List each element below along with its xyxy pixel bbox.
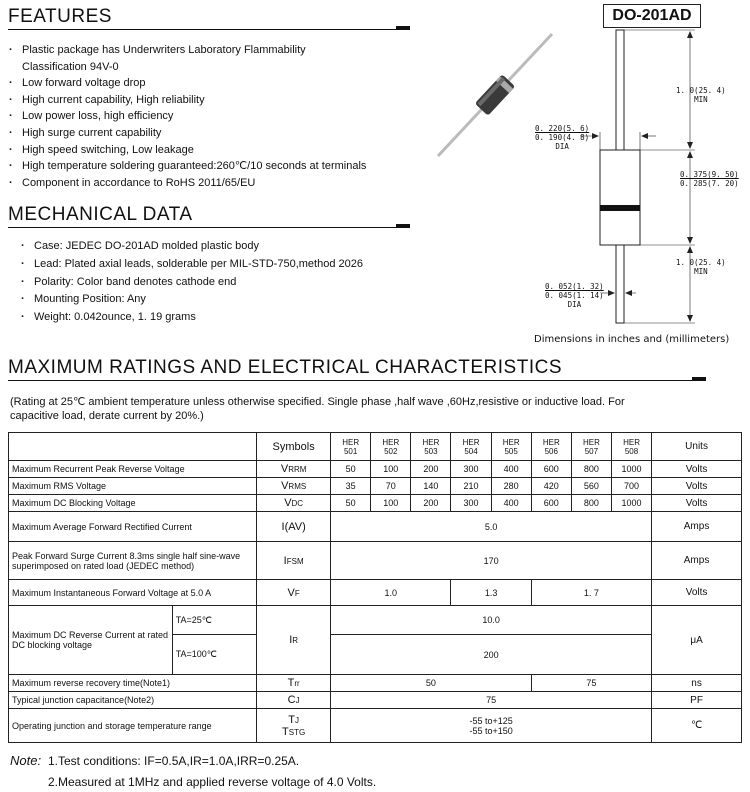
dim-body-diameter bbox=[535, 124, 589, 151]
list-item: · High temperature soldering guaranteed:260℃/10 seconds at terminals bbox=[8, 158, 366, 175]
symbol-cell: VF bbox=[257, 580, 331, 606]
list-item: · High surge current capability bbox=[8, 125, 366, 142]
unit-cell: Amps bbox=[652, 512, 742, 542]
list-item: · Component in accordance to RoHS 2011/65/EU bbox=[8, 175, 366, 192]
dim-body-length bbox=[680, 170, 739, 188]
list-item: · Weight: 0.042ounce, 1. 19 grams bbox=[20, 309, 363, 327]
param-header bbox=[9, 433, 257, 461]
value-cell: 50 bbox=[331, 675, 532, 692]
value-cell: 1000 bbox=[611, 495, 651, 512]
value-cell: 800 bbox=[571, 461, 611, 478]
symbol-cell: IR bbox=[257, 606, 331, 675]
package-name-box: DO-201AD bbox=[603, 4, 701, 28]
value-cell: 280 bbox=[491, 478, 531, 495]
ratings-heading: MAXIMUM RATINGS AND ELECTRICAL CHARACTERISTICS bbox=[8, 357, 563, 378]
value-cell: 50 bbox=[331, 461, 371, 478]
notes-label: Note: bbox=[10, 753, 42, 768]
dim-lead-diameter bbox=[545, 282, 604, 309]
value-cell: 100 bbox=[371, 461, 411, 478]
value-cell: 1.0 bbox=[331, 580, 451, 606]
mechanical-rule-tab bbox=[396, 224, 410, 228]
value-cell: 300 bbox=[451, 461, 491, 478]
mechanical-heading: MECHANICAL DATA bbox=[8, 204, 193, 225]
param-cell: Maximum Instantaneous Forward Voltage at 5.0 A bbox=[9, 580, 257, 606]
value-cell: 200 bbox=[331, 635, 652, 675]
param-cell: Maximum DC Reverse Current at rated DC blocking voltage bbox=[9, 606, 173, 675]
units-header: Units bbox=[652, 433, 742, 461]
features-rule bbox=[8, 29, 410, 30]
value-cell: 300 bbox=[451, 495, 491, 512]
symbol-cell: TJ TSTG bbox=[257, 709, 331, 743]
table-row bbox=[9, 606, 742, 635]
dim-text: 0. 375(9. 50) bbox=[680, 170, 739, 179]
part-header: HER 501 bbox=[331, 433, 371, 461]
table-row bbox=[9, 461, 742, 478]
features-rule-tab bbox=[396, 26, 410, 30]
value-cell: 35 bbox=[331, 478, 371, 495]
part-header: HER 504 bbox=[451, 433, 491, 461]
symbol-cell: VDC bbox=[257, 495, 331, 512]
list-item: · High speed switching, Low leakage bbox=[8, 142, 366, 159]
symbol-cell: I(AV) bbox=[257, 512, 331, 542]
mechanical-list bbox=[20, 238, 363, 327]
part-header: HER 506 bbox=[531, 433, 571, 461]
dim-lead-bottom bbox=[676, 258, 726, 276]
dim-lead-top bbox=[676, 86, 726, 104]
dim-text: DIA bbox=[555, 142, 569, 151]
value-cell: 140 bbox=[411, 478, 451, 495]
table-row bbox=[9, 709, 742, 743]
symbols-header: Symbols bbox=[257, 433, 331, 461]
value-cell: 400 bbox=[491, 495, 531, 512]
dim-text: 0. 045(1. 14) bbox=[545, 291, 604, 300]
dim-text: 0. 285(7. 20) bbox=[680, 179, 739, 188]
value-cell: 100 bbox=[371, 495, 411, 512]
symbol-cell: Trr bbox=[257, 675, 331, 692]
value-cell: 210 bbox=[451, 478, 491, 495]
unit-cell: Volts bbox=[652, 478, 742, 495]
value-cell: 200 bbox=[411, 461, 451, 478]
value-cell: 1. 7 bbox=[531, 580, 651, 606]
dim-text: DIA bbox=[567, 300, 582, 309]
symbol-cell: CJ bbox=[257, 692, 331, 709]
unit-cell: Volts bbox=[652, 495, 742, 512]
note-1: 1.Test conditions: IF=0.5A,IR=1.0A,IRR=0.25A. bbox=[48, 754, 300, 768]
dim-text: 0. 190(4. 8) bbox=[535, 133, 590, 142]
value-cell: 50 bbox=[331, 495, 371, 512]
features-list bbox=[8, 42, 366, 191]
part-header: HER 505 bbox=[491, 433, 531, 461]
dimensions-caption: Dimensions in inches and (millimeters) bbox=[534, 334, 730, 345]
param-cell: Maximum Average Forward Rectified Current bbox=[9, 512, 257, 542]
part-header: HER 503 bbox=[411, 433, 451, 461]
value-cell: -55 to+125 -55 to+150 bbox=[331, 709, 652, 743]
list-item: · High current capability, High reliability bbox=[8, 92, 366, 109]
note-2: 2.Measured at 1MHz and applied reverse voltage of 4.0 Volts. bbox=[48, 775, 377, 789]
list-item: Classification 94V-0 bbox=[22, 60, 119, 73]
list-item: · Polarity: Color band denotes cathode end bbox=[20, 274, 363, 292]
list-item: · Low forward voltage drop bbox=[8, 75, 366, 92]
ratings-table bbox=[8, 432, 742, 743]
param-cell: Maximum reverse recovery time(Note1) bbox=[9, 675, 257, 692]
dim-text: 1. 0(25. 4) bbox=[676, 258, 726, 267]
condition-cell: TA=100℃ bbox=[172, 635, 256, 675]
list-item: · Mounting Position: Any bbox=[20, 291, 363, 309]
unit-cell: ns bbox=[652, 675, 742, 692]
param-cell: Operating junction and storage temperature range bbox=[9, 709, 257, 743]
value-cell: 600 bbox=[531, 461, 571, 478]
ratings-rule bbox=[8, 380, 706, 381]
features-heading: FEATURES bbox=[8, 6, 112, 27]
dim-text: 0. 220(5. 6) bbox=[535, 124, 590, 133]
list-item: · Case: JEDEC DO-201AD molded plastic body bbox=[20, 238, 363, 256]
list-item: · Low power loss, high efficiency bbox=[8, 108, 366, 125]
table-header-row bbox=[9, 433, 742, 461]
param-cell: Maximum RMS Voltage bbox=[9, 478, 257, 495]
value-cell: 170 bbox=[331, 542, 652, 580]
value-cell: 800 bbox=[571, 495, 611, 512]
value-cell: 200 bbox=[411, 495, 451, 512]
table-row bbox=[9, 580, 742, 606]
unit-cell: Amps bbox=[652, 542, 742, 580]
dim-text: MIN bbox=[694, 267, 708, 276]
dim-text: 1. 0(25. 4) bbox=[676, 86, 726, 95]
value-cell: 70 bbox=[371, 478, 411, 495]
dim-text: MIN bbox=[694, 95, 708, 104]
value-cell: 75 bbox=[331, 692, 652, 709]
list-item: · Plastic package has Underwriters Laboratory Flammability bbox=[8, 42, 366, 59]
value-cell: 75 bbox=[531, 675, 651, 692]
table-row bbox=[9, 495, 742, 512]
unit-cell: PF bbox=[652, 692, 742, 709]
unit-cell: μA bbox=[652, 606, 742, 675]
ratings-note: (Rating at 25℃ ambient temperature unless otherwise specified. Single phase ,half wave ,60Hz,resistive or inductive load. For capacitive load, derate current by 20%.) bbox=[10, 396, 625, 422]
table-row bbox=[9, 478, 742, 495]
unit-cell: Volts bbox=[652, 461, 742, 478]
param-cell: Peak Forward Surge Current 8.3ms single half sine-wave superimposed on rated load (JEDEC method) bbox=[9, 542, 257, 580]
value-cell: 5.0 bbox=[331, 512, 652, 542]
table-row bbox=[9, 512, 742, 542]
unit-cell: ℃ bbox=[652, 709, 742, 743]
value-cell: 1000 bbox=[611, 461, 651, 478]
param-cell: Maximum Recurrent Peak Reverse Voltage bbox=[9, 461, 257, 478]
part-header: HER 507 bbox=[571, 433, 611, 461]
part-header: HER 508 bbox=[611, 433, 651, 461]
table-row bbox=[9, 692, 742, 709]
unit-cell: Volts bbox=[652, 580, 742, 606]
symbol-cell: VRMS bbox=[257, 478, 331, 495]
value-cell: 600 bbox=[531, 495, 571, 512]
param-cell: Maximum DC Blocking Voltage bbox=[9, 495, 257, 512]
mechanical-rule bbox=[8, 227, 410, 228]
value-cell: 10.0 bbox=[331, 606, 652, 635]
value-cell: 400 bbox=[491, 461, 531, 478]
condition-cell: TA=25℃ bbox=[172, 606, 256, 635]
symbol-cell: IFSM bbox=[257, 542, 331, 580]
table-row bbox=[9, 542, 742, 580]
value-cell: 700 bbox=[611, 478, 651, 495]
table-row bbox=[9, 675, 742, 692]
list-item: · Lead: Plated axial leads, solderable per MIL-STD-750,method 2026 bbox=[20, 256, 363, 274]
value-cell: 420 bbox=[531, 478, 571, 495]
symbol-cell: VRRM bbox=[257, 461, 331, 478]
param-cell: Typical junction capacitance(Note2) bbox=[9, 692, 257, 709]
value-cell: 560 bbox=[571, 478, 611, 495]
dim-text: 0. 052(1. 32) bbox=[545, 282, 604, 291]
part-header: HER 502 bbox=[371, 433, 411, 461]
ratings-rule-tab bbox=[692, 377, 706, 381]
value-cell: 1.3 bbox=[451, 580, 531, 606]
